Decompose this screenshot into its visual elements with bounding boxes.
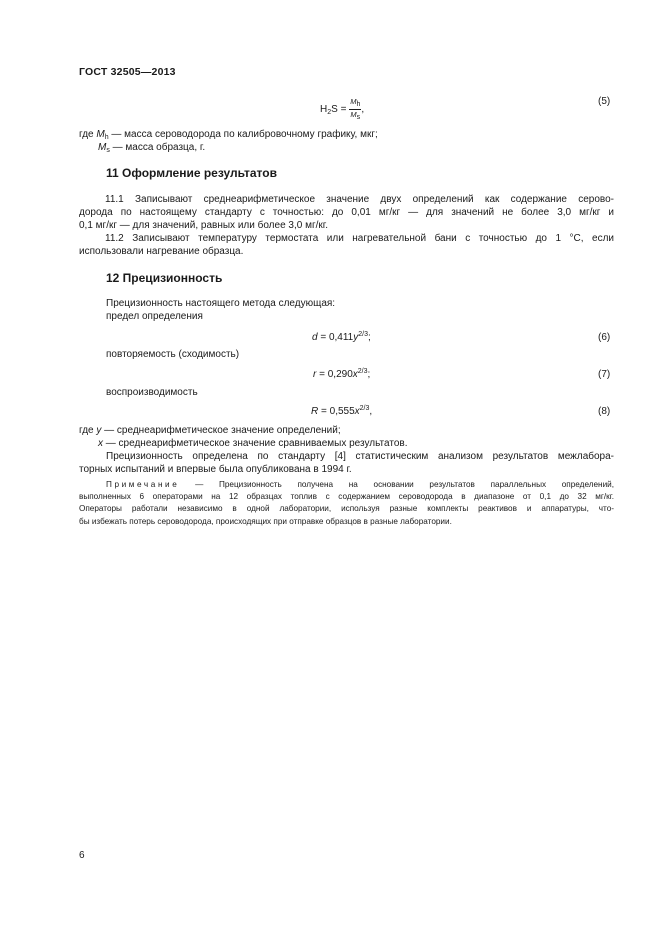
formula-7-number: (7): [598, 369, 611, 380]
formula-8: [311, 405, 372, 417]
formula-7: [313, 368, 370, 380]
formula-6-mid: = 0,411: [317, 332, 354, 343]
formula-5-numerator: M: [350, 97, 357, 106]
formula-5-lhs: H: [320, 104, 328, 116]
formula-5-tail: ,: [361, 104, 365, 116]
formula-7-tail: ;: [367, 369, 371, 380]
formula-6-number: (6): [598, 332, 611, 343]
section-11-1-line-3: 0,1 мг/кг — для значений, равных или более 3,0 мг/кг.: [79, 220, 328, 231]
section-11-heading: 11 Оформление результатов: [106, 166, 277, 180]
where-y-text: — среднеарифметическое значение определений;: [101, 425, 341, 436]
formula-5: [320, 97, 364, 122]
where-5-symbol-mh: M: [96, 129, 105, 140]
precision-paragraph-line-2: торных испытаний и впервые была опубликована в 1994 г.: [79, 464, 352, 475]
note-line-3: Операторы работали независимо в одной лаборатории, используя разные комплекты реактивов и аппаратуры, что-: [79, 504, 614, 513]
reproducibility-label: воспроизводимость: [106, 387, 198, 398]
where-5-text-1: — масса сероводорода по калибровочному графику, мкг;: [108, 129, 378, 140]
note-line-1: [79, 479, 614, 491]
document-header: ГОСТ 32505—2013: [79, 66, 176, 78]
note-line-4: бы избежать потерь сероводорода, происходящих при отправке образцов в разные лаборатории.: [79, 517, 452, 526]
formula-8-tail: ,: [369, 406, 373, 417]
where-5-line-2: [98, 141, 205, 157]
section-11-2-line-2: использовали нагревание образца.: [79, 246, 244, 257]
section-11-2-line-1: 11.2 Записывают температуру термостата или нагревательной бани с точностью до 1 °С, если: [105, 233, 614, 244]
where-x-text: — среднеарифметическое значение сравниваемых результатов.: [103, 438, 408, 449]
where-y-symbol: y: [96, 425, 102, 436]
where-x-line: [98, 437, 407, 450]
section-12-heading: 12 Прецизионность: [106, 271, 223, 285]
note-line-2: выполненных 6 операторами на 12 образцах топлив с содержанием сероводорода в диапазоне от 0,1 до 32 мг/кг.: [79, 492, 614, 501]
note-text-1: — Прецизионность получена на основании результатов параллельных определений,: [179, 480, 614, 489]
formula-5-numerator-sub: h: [356, 101, 361, 108]
where-5-symbol-ms-sub: s: [106, 147, 110, 154]
where-x-symbol: x: [98, 438, 103, 449]
formula-8-number: (8): [598, 406, 611, 417]
note-label: Примечание: [106, 480, 180, 489]
precision-paragraph-line-1: Прецизионность определена по стандарту [4] статистическим анализом результатов межлабора-: [106, 451, 614, 462]
detection-limit-label: предел определения: [106, 311, 203, 322]
precision-intro: Прецизионность настоящего метода следующая:: [106, 298, 336, 309]
formula-6-var: y: [353, 332, 359, 343]
formula-8-symbol: R: [311, 406, 319, 417]
section-11-1-line-2: дорода по настоящему стандарту с точностью: до 0,01 мг/кг — для значений не более 3,0 мг/кг и: [79, 207, 614, 218]
formula-8-mid: = 0,555: [318, 406, 355, 417]
formula-6-exponent: 2/3: [358, 331, 368, 338]
formula-5-number: (5): [598, 96, 611, 107]
formula-7-var: x: [352, 369, 358, 380]
formula-7-symbol: r: [313, 369, 317, 380]
where-y-line: [79, 424, 341, 437]
page-number: 6: [79, 850, 85, 861]
formula-7-mid: = 0,290: [316, 369, 353, 380]
formula-5-lhs-sub: 2: [327, 109, 332, 117]
formula-6-symbol: d: [312, 332, 318, 343]
where-5-symbol-ms: M: [98, 142, 107, 153]
formula-5-fraction: [349, 97, 361, 122]
where-5-symbol-mh-sub: h: [104, 134, 109, 141]
section-11-1-line-1: 11.1 Записывают среднеарифметическое значение двух определений как содержание серово-: [105, 194, 614, 205]
formula-8-var: x: [354, 406, 360, 417]
repeatability-label: повторяемость (сходимость): [106, 349, 240, 360]
formula-5-denominator: M: [350, 110, 357, 119]
formula-7-exponent: 2/3: [357, 368, 368, 375]
formula-6-tail: ;: [367, 332, 371, 343]
where-5-text-2: — масса образца, г.: [109, 142, 206, 153]
where-5-prefix: где: [79, 129, 97, 140]
formula-5-lhs-rest: S =: [331, 104, 350, 116]
formula-6: [312, 331, 371, 343]
formula-8-exponent: 2/3: [359, 405, 370, 412]
formula-5-denominator-sub: s: [356, 114, 361, 121]
where-y-prefix: где: [79, 425, 97, 436]
